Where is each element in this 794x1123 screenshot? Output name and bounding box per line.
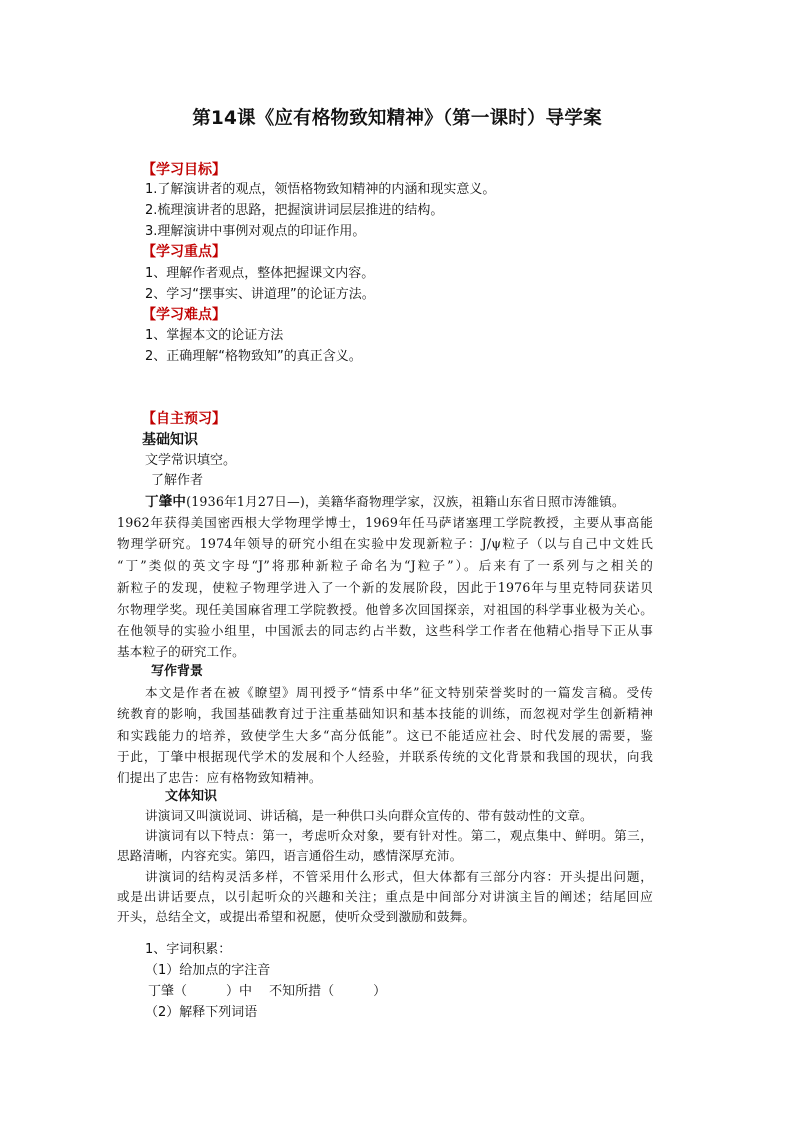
section-heading-preview: 【自主预习】	[142, 411, 226, 427]
exercise-subitem: （2）解释下列词语	[145, 1005, 258, 1020]
background-line: 于此，丁肇中根据现代学术的发展和个人经验，并联系传统的文化背景和我国的现状，向我	[117, 749, 653, 764]
genre-line: 讲演词又叫演说词、讲话稿，是一种供口头向群众宣传的、带有鼓动性的文章。	[145, 808, 593, 823]
know-author-label: 了解作者	[151, 473, 204, 488]
background-line: 们提出了忠告：应有格物致知精神。	[117, 770, 322, 785]
author-line: 在他领导的实验小组里，中国派去的同志约占半数，这些科学工作者在他精心指导下正从事	[117, 623, 653, 638]
author-line: 尔物理学奖。现任美国麻省理工学院教授。他曾多次回国探亲，对祖国的科学事业极为关心。	[117, 602, 653, 617]
difficulty-item: 2、正确理解“格物致知”的真正含义。	[145, 349, 362, 364]
author-line: 物理学研究。1974年领导的研究小组在实验中发现新粒子：J/ψ粒子（以与自己中文姓氏	[117, 536, 653, 551]
key-point-item: 1、理解作者观点，整体把握课文内容。	[145, 266, 375, 281]
genre-heading: 文体知识	[165, 789, 218, 804]
author-line: “丁”类似的英文字母“J”将那种新粒子命名为“J粒子”）。后来有了一系列与之相关的	[117, 558, 653, 573]
literature-fill-label: 文学常识填空。	[145, 453, 237, 468]
background-line: 和实践能力的培养，致使学生大多“高分低能”。这已不能适应社会、时代发展的需要，鉴	[117, 728, 653, 743]
exercise-subitem: （1）给加点的字注音	[145, 963, 271, 978]
author-line: (1936年1月27日—)，美籍华裔物理学家，汉族，祖籍山东省日照市涛雒镇。	[186, 494, 625, 509]
background-heading: 写作背景	[151, 664, 204, 679]
pinyin-fill-line[interactable]: 丁肇（ ）中 不知所措（ ）	[148, 984, 387, 999]
background-line: 本文是作者在被《瞭望》周刊授予“情系中华”征文特别荣誉奖时的一篇发言稿。受传	[145, 685, 653, 700]
background-line: 统教育的影响，我国基础教育过于注重基础知识和基本技能的训练，而忽视对学生创新精神	[117, 706, 653, 721]
section-heading-key-points: 【学习重点】	[142, 244, 226, 260]
genre-line: 思路清晰，内容充实。第四，语言通俗生动，感情深厚充沛。	[117, 848, 463, 863]
author-name: 丁肇中	[145, 494, 187, 510]
goal-item: 2.梳理演讲者的思路，把握演讲词层层推进的结构。	[145, 203, 444, 218]
author-line-first	[145, 493, 653, 511]
author-line: 1962年获得美国密西根大学物理学博士，1969年任马萨诸塞理工学院教授，主要从事高能	[117, 515, 653, 530]
exercise-item: 1、字词积累：	[145, 942, 232, 957]
page-title: 第14课《应有格物致知精神》（第一课时）导学案	[192, 108, 602, 129]
genre-line: 或是出讲话要点，以引起听众的兴趣和关注；重点是中间部分对讲演主旨的阐述；结尾回应	[117, 889, 653, 904]
basic-knowledge-heading: 基础知识	[142, 432, 198, 448]
genre-line: 讲演词有以下特点：第一，考虑听众对象，要有针对性。第二，观点集中、鲜明。第三，	[145, 828, 653, 843]
section-heading-study-goals: 【学习目标】	[142, 162, 226, 178]
section-heading-difficulties: 【学习难点】	[142, 307, 226, 323]
difficulty-item: 1、掌握本文的论证方法	[145, 328, 284, 343]
author-line: 基本粒子的研究工作。	[117, 644, 245, 659]
genre-line: 讲演词的结构灵活多样，不管采用什么形式，但大体都有三部分内容：开头提出问题，	[145, 869, 653, 884]
goal-item: 1.了解演讲者的观点，领悟格物致知精神的内涵和现实意义。	[145, 182, 496, 197]
author-line: 新粒子的发现，使粒子物理学进入了一个新的发展阶段，因此于1976年与里克特同获诺贝	[117, 580, 653, 595]
genre-line: 开头，总结全文，或提出希望和祝愿，使听众受到激励和鼓舞。	[117, 909, 476, 924]
goal-item: 3.理解演讲中事例对观点的印证作用。	[145, 224, 366, 239]
key-point-item: 2、学习“摆事实、讲道理”的论证方法。	[145, 287, 375, 302]
